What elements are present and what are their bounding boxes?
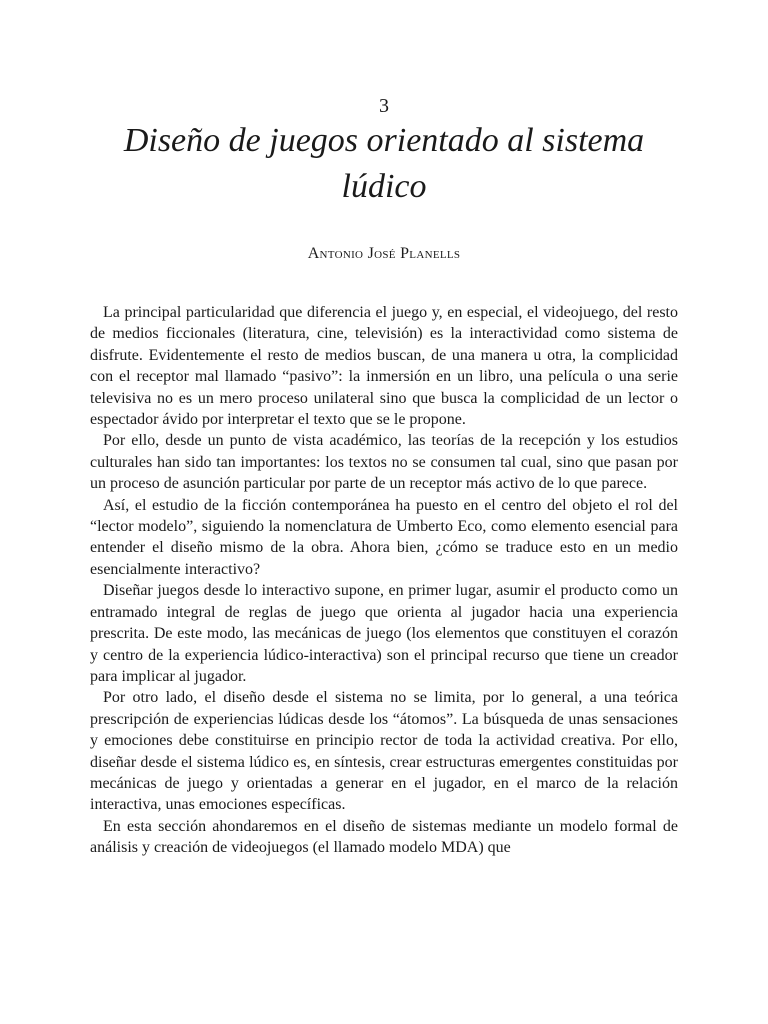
chapter-number: 3 — [379, 95, 389, 117]
chapter-title: Diseño de juegos orientado al sistema lúdico — [123, 122, 645, 205]
paragraph: Por ello, desde un punto de vista académico, las teorías de la recepción y los estudios culturales han sido tan importantes: los textos no se consumen tal cual, sino que pasan por un proceso de asunción particular por parte de un receptor más activo de lo que parece. — [90, 432, 678, 493]
paragraph: La principal particularidad que diferencia el juego y, en especial, el videojuego, del resto de medios ficcionales (literatura, cine, televisión) es la interactividad como sistema de disfrute. Evidentemente el resto de medios buscan, de una manera u otra, la complicidad con el receptor mal llamado “pasivo”: la inmersión en un libro, una película o una serie televisiva no es un mero proceso unilateral sino que busca la complicidad de un lector o espectador ávido por interpretar el texto que se le propone. — [90, 304, 678, 429]
chapter-author: Antonio José Planells — [307, 245, 461, 262]
chapter-body — [90, 302, 678, 859]
paragraph: Por otro lado, el diseño desde el sistema no se limita, por lo general, a una teórica prescripción de experiencias lúdicas desde los “átomos”. La búsqueda de unas sensaciones y emociones debe constituirse en principio rector de toda la actividad creativa. Por ello, diseñar desde el sistema lúdico es, en síntesis, crear estructuras emergentes constituidas por mecánicas de juego y orientadas a generar en el jugador, en el marco de la relación interactiva, unas emociones específicas. — [90, 689, 678, 814]
paragraph: Así, el estudio de la ficción contemporánea ha puesto en el centro del objeto el rol del “lector modelo”, siguiendo la nomenclatura de Umberto Eco, como elemento esencial para entender el diseño mismo de la obra. Ahora bien, ¿cómo se traduce esto en un medio esencialmente interactivo? — [90, 496, 678, 578]
book-page — [90, 0, 678, 1024]
paragraph: En esta sección ahondaremos en el diseño de sistemas mediante un modelo formal de análisis y creación de videojuegos (el llamado modelo MDA) que — [90, 817, 678, 857]
paragraph: Diseñar juegos desde lo interactivo supone, en primer lugar, asumir el producto como un entramado integral de reglas de juego que orienta al jugador hacia una experiencia prescrita. De este modo, las mecánicas de juego (los elementos que constituyen el corazón y centro de la experiencia lúdico-interactiva) son el principal recurso que tiene un creador para implicar al jugador. — [90, 582, 678, 685]
